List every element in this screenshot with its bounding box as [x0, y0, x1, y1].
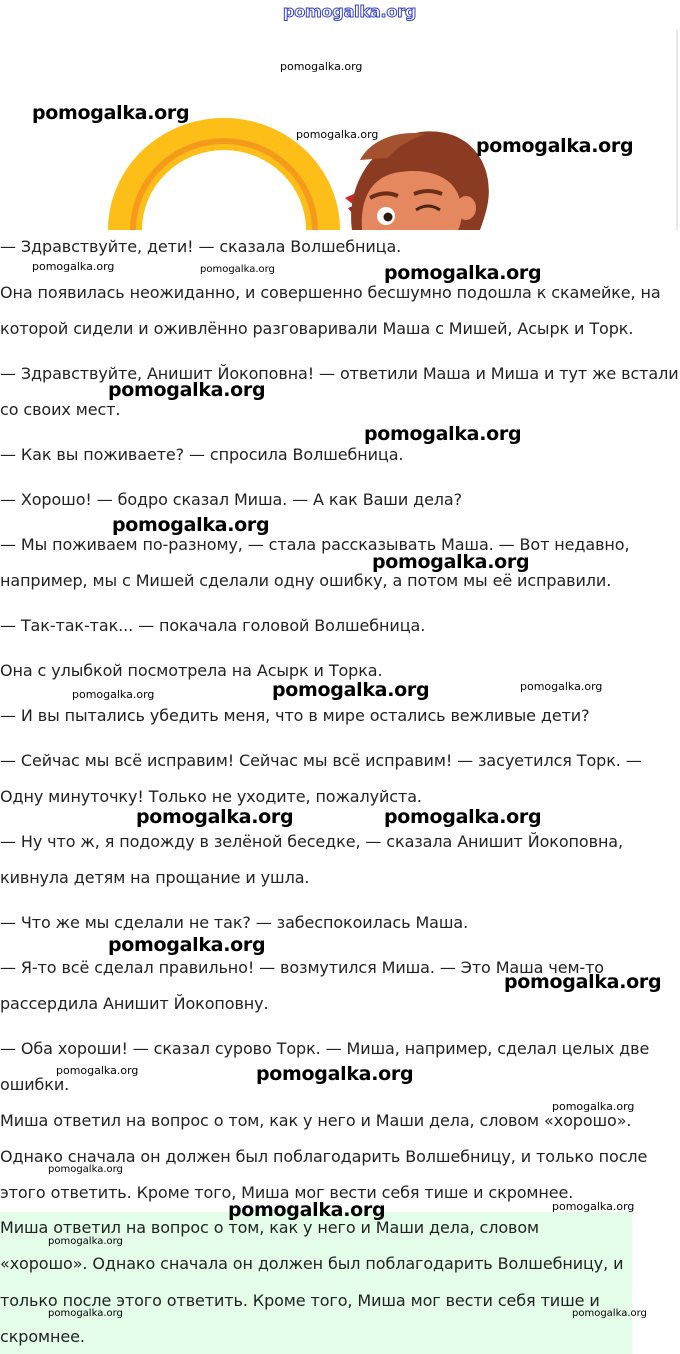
- watermark: pomogalka.org: [520, 680, 603, 693]
- watermark: pomogalka.org: [56, 1064, 139, 1077]
- watermark: pomogalka.org: [552, 1100, 635, 1113]
- watermark: pomogalka.org: [272, 679, 430, 701]
- watermark: pomogalka.org: [108, 934, 266, 956]
- story-line: которой сидели и оживлённо разговаривали Маша с Мишей, Асырк и Торк.: [0, 319, 634, 338]
- watermark: pomogalka.org: [296, 128, 379, 141]
- story-line: ошибки.: [0, 1075, 70, 1094]
- watermark: pomogalka.org: [72, 688, 155, 701]
- story-line: — Ну что ж, я подожду в зелёной беседке, — сказала Анишит Йокоповна,: [0, 832, 623, 851]
- story-line: Однако сначала он должен был поблагодарить Волшебницу, и только после: [0, 1147, 648, 1166]
- top-watermark: pomogalka.org: [283, 2, 417, 21]
- watermark: pomogalka.org: [32, 260, 115, 273]
- watermark: pomogalka.org: [476, 135, 634, 157]
- answer-line: только после этого ответить. Кроме того, Миша мог вести себя тише и: [0, 1291, 600, 1310]
- watermark: pomogalka.org: [48, 1308, 123, 1319]
- watermark: pomogalka.org: [256, 1063, 414, 1085]
- story-line: — Что же мы сделали не так? — забеспокоилась Маша.: [0, 913, 469, 932]
- watermark: pomogalka.org: [136, 806, 294, 828]
- watermark: pomogalka.org: [280, 60, 363, 73]
- story-line: — Я-то всё сделал правильно! — возмутился Миша. — Это Маша чем-то: [0, 958, 605, 977]
- watermark: pomogalka.org: [32, 102, 190, 124]
- story-line: — Сейчас мы всё исправим! Сейчас мы всё исправим! — засуетился Торк. —: [0, 751, 642, 770]
- story-line: рассердила Анишит Йокоповну.: [0, 994, 269, 1013]
- watermark: pomogalka.org: [552, 1200, 635, 1213]
- story-line: Одну минуточку! Только не уходите, пожалуйста.: [0, 787, 422, 806]
- watermark: pomogalka.org: [364, 423, 522, 445]
- watermark: pomogalka.org: [108, 379, 266, 401]
- story-line: этого ответить. Кроме того, Миша мог вести себя тише и скромнее.: [0, 1183, 574, 1202]
- story-line: Она с улыбкой посмотрела на Асырк и Торка.: [0, 661, 383, 680]
- story-line: например, мы с Мишей сделали одну ошибку, а потом мы её исправили.: [0, 571, 612, 590]
- watermark: pomogalka.org: [48, 1164, 123, 1175]
- watermark: pomogalka.org: [372, 551, 530, 573]
- story-line: — Здравствуйте, Анишит Йокоповна! — ответили Маша и Миша и тут же встали: [0, 364, 679, 383]
- story-line: со своих мест.: [0, 400, 121, 419]
- watermark: pomogalka.org: [572, 1308, 647, 1319]
- story-line: — Оба хороши! — сказал сурово Торк. — Миша, например, сделал целых две: [0, 1039, 650, 1058]
- story-line: кивнула детям на прощание и ушла.: [0, 868, 310, 887]
- watermark: pomogalka.org: [228, 1199, 386, 1221]
- story-line: — Хорошо! — бодро сказал Миша. — А как Ваши дела?: [0, 490, 463, 509]
- answer-line: «хорошо». Однако сначала он должен был поблагодарить Волшебницу, и: [0, 1254, 624, 1273]
- answer-line: скромнее.: [0, 1327, 85, 1346]
- story-line: Миша ответил на вопрос о том, как у него и Маши дела, словом «хорошо».: [0, 1111, 632, 1130]
- watermark: pomogalka.org: [384, 806, 542, 828]
- watermark: pomogalka.org: [200, 264, 275, 275]
- answer-line: Миша ответил на вопрос о том, как у него и Маши дела, словом: [0, 1218, 540, 1237]
- story-line: — И вы пытались убедить меня, что в мире остались вежливые дети?: [0, 706, 590, 725]
- story-line: — Так-так-так... — покачала головой Волшебница.: [0, 616, 426, 635]
- story-line: — Здравствуйте, дети! — сказала Волшебница.: [0, 237, 402, 256]
- story-line: — Мы поживаем по-разному, — стала рассказывать Маша. — Вот недавно,: [0, 535, 630, 554]
- story-line: — Как вы поживаете? — спросила Волшебница.: [0, 445, 404, 464]
- watermark: pomogalka.org: [384, 262, 542, 284]
- watermark: pomogalka.org: [504, 971, 662, 993]
- watermark: pomogalka.org: [48, 1236, 123, 1247]
- watermark: pomogalka.org: [112, 514, 270, 536]
- story-line: Она появилась неожиданно, и совершенно бесшумно подошла к скамейке, на: [0, 283, 661, 302]
